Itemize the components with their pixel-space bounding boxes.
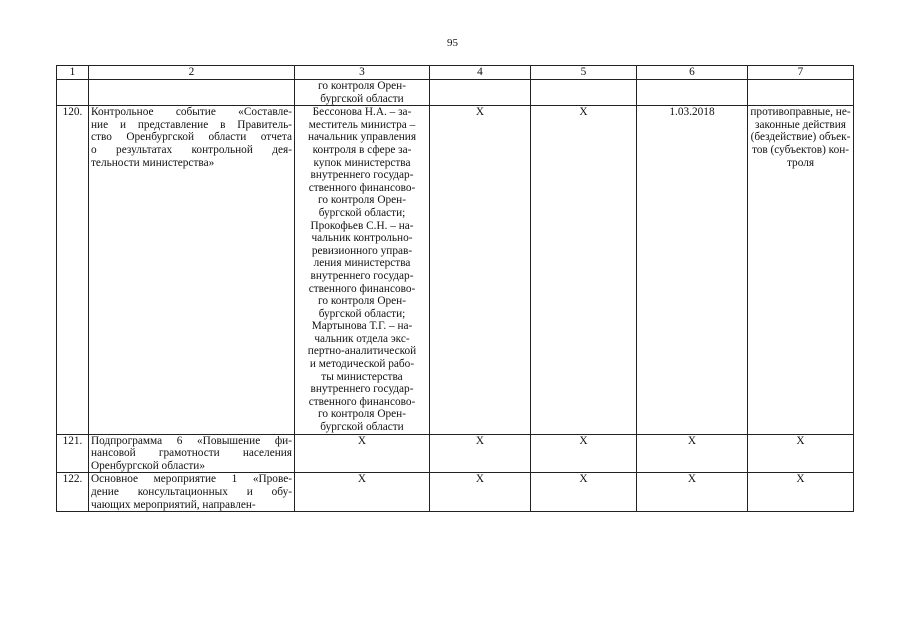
col3-cell: X: [295, 434, 430, 473]
text-line: Основное мероприятие 1 «Прове-: [91, 473, 292, 486]
text-line: дение консультационных и обу-: [91, 486, 292, 498]
text-line: ственного финансово-: [308, 282, 416, 295]
cont-col5: [531, 80, 637, 106]
row-number: 121.: [57, 434, 89, 473]
column-header-5: 5: [531, 66, 637, 80]
text-line: Контрольное событие «Составле-: [91, 106, 292, 119]
text-line: нансовой грамотности населения: [91, 447, 292, 460]
text-line: законные действия: [755, 118, 846, 131]
text-line: ственного финансово-: [308, 395, 416, 408]
text-line: ственного финансово-: [308, 181, 416, 194]
col3-cell: X: [295, 473, 430, 512]
col4-cell: X: [430, 434, 531, 473]
text-line: начальник управления: [307, 131, 417, 144]
text-line: внутреннего государ-: [310, 383, 414, 396]
text-line: и методической рабо-: [309, 358, 415, 371]
text-line: внутреннего государ-: [310, 169, 414, 182]
text-line: (бездействие) объек-: [750, 131, 851, 144]
cont-col7: [748, 80, 854, 106]
responsible-cell: [295, 106, 430, 434]
col7-cell: X: [748, 434, 854, 473]
text-line: Прокофьев С.Н. – на-: [310, 219, 414, 232]
date-cell: 1.03.2018: [637, 106, 748, 434]
cont-col4: [430, 80, 531, 106]
col5-cell: X: [531, 473, 637, 512]
cont-col2: [89, 80, 295, 106]
text-line: противоправные, не-: [750, 106, 851, 119]
plan-table: [56, 65, 854, 512]
text-line: го контроля Орен-: [318, 80, 406, 92]
col7-cell: X: [748, 473, 854, 512]
text-line: бургской области;: [318, 206, 406, 219]
table-row-120: [57, 106, 854, 434]
text-line: тельности министерства»: [91, 156, 215, 169]
column-header-2: 2: [89, 66, 295, 80]
text-line: бургской области: [320, 92, 404, 105]
text-line: чающих мероприятий, направлен-: [91, 498, 256, 511]
column-header-4: 4: [430, 66, 531, 80]
event-name-cell: [89, 106, 295, 434]
text-line: Оренбургской области»: [91, 459, 205, 472]
text-line: бургской области;: [318, 307, 406, 320]
col4-cell: X: [430, 106, 531, 434]
text-line: чальник отдела экс-: [314, 332, 410, 345]
page-number: 95: [447, 37, 458, 49]
text-line: контроля в сфере за-: [312, 143, 412, 156]
text-line: ние и представление в Правитель-: [91, 118, 292, 131]
header-row: [57, 66, 854, 80]
col5-cell: X: [531, 434, 637, 473]
table-row-122: [57, 473, 854, 512]
text-line: о результатах контрольной дея-: [91, 143, 292, 156]
cont-col1: [57, 80, 89, 106]
column-header-3: 3: [295, 66, 430, 80]
cont-col6: [637, 80, 748, 106]
text-line: пертно-аналитической: [307, 345, 417, 358]
row-number: 120.: [57, 106, 89, 434]
text-line: ревизионного управ-: [311, 244, 413, 257]
text-line: меститель министра –: [308, 118, 416, 131]
text-line: ления министерства: [313, 257, 411, 270]
event-name-cell: [89, 473, 295, 512]
text-line: купок министерства: [313, 156, 411, 169]
text-line: Бессонова Н.А. – за-: [312, 106, 412, 119]
text-line: Подпрограмма 6 «Повышение фи-: [91, 434, 292, 447]
col4-cell: X: [430, 473, 531, 512]
row-number: 122.: [57, 473, 89, 512]
text-line: внутреннего государ-: [310, 269, 414, 282]
text-line: троля: [786, 156, 815, 169]
text-line: го контроля Орен-: [318, 408, 406, 421]
column-header-6: 6: [637, 66, 748, 80]
text-line: чальник контрольно-: [311, 232, 413, 245]
col7-cell: [748, 106, 854, 434]
table-row-121: [57, 434, 854, 473]
text-line: ты министерства: [321, 370, 403, 383]
cont-col3: [295, 80, 430, 106]
col6-cell: X: [637, 434, 748, 473]
text-line: ство Оренбургской области отчета: [91, 131, 292, 144]
text-line: бургской области: [320, 421, 404, 434]
column-header-1: 1: [57, 66, 89, 80]
continuation-row: [57, 80, 854, 106]
col5-cell: X: [531, 106, 637, 434]
event-name-cell: [89, 434, 295, 473]
column-header-7: 7: [748, 66, 854, 80]
col6-cell: X: [637, 473, 748, 512]
text-line: го контроля Орен-: [318, 295, 406, 308]
text-line: го контроля Орен-: [318, 194, 406, 207]
text-line: Мартынова Т.Г. – на-: [311, 320, 413, 333]
text-line: тов (субъектов) кон-: [751, 143, 850, 156]
